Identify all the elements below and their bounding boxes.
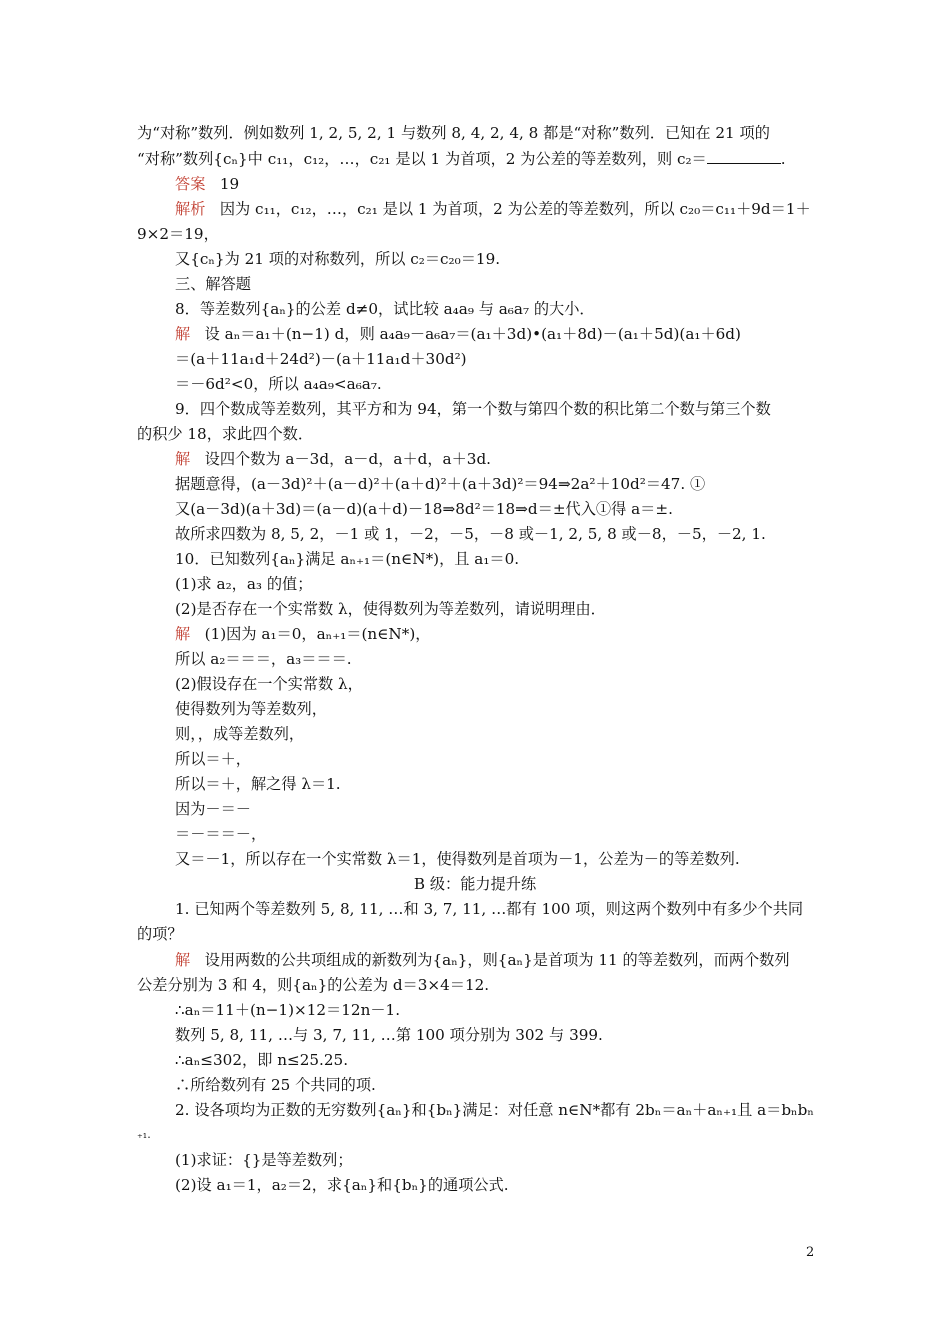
p9-question2: 的积少 18，求此四个数．	[137, 425, 314, 443]
analysis-text: 因为 c₁₁，c₁₂，…，c₂₁ 是以 1 为首项，2 为公差的等差数列，所以 c₂₀＝c₁₁＋9d＝1＋	[219, 200, 811, 218]
p9-sol2: 据题意得，(a－3d)²＋(a－d)²＋(a＋d)²＋(a＋3d)²＝94⇒2a²＋10d²＝47. ①	[175, 475, 706, 493]
p10-question2: (2)是否存在一个实常数 λ，使得数列为等差数列，请说明理由．	[175, 600, 606, 618]
b1-question1: 1. 已知两个等差数列 5, 8, 11, …和 3, 7, 11, …都有 100 项，则这两个数列中有多少个共同	[175, 900, 804, 918]
solution-tag: 解	[175, 450, 191, 468]
b1-sol4: 数列 5, 8, 11, …与 3, 7, 11, …第 100 项分别为 302 与 399.	[175, 1026, 603, 1044]
b2-question3: (2)设 a₁＝1，a₂＝2，求{aₙ}和{bₙ}的通项公式.	[175, 1176, 509, 1194]
b1-sol1	[175, 948, 790, 972]
p8-question: 8．等差数列{aₙ}的公差 d≠0，试比较 a₄a₉ 与 a₆a₇ 的大小．	[175, 300, 595, 318]
p10-sol6: 所以＝＋，	[175, 750, 251, 768]
p7-line1: 为“对称”数列．例如数列 1, 2, 5, 2, 1 与数列 8, 4, 2, 4, 8 都是“对称”数列．已知在 21 项的	[137, 124, 770, 142]
b2-question2: (1)求证：{}是等差数列；	[175, 1151, 353, 1169]
p7-analysis3: 又{cₙ}为 21 项的对称数列，所以 c₂＝c₂₀＝19.	[175, 250, 501, 268]
analysis-tag: 解析	[175, 200, 206, 218]
p8-sol1	[175, 322, 741, 346]
p7-answer	[175, 172, 239, 196]
b2-question1: 2. 设各项均为正数的无穷数列{aₙ}和{bₙ}满足：对任意 n∈N*都有 2bₙ＝aₙ＋aₙ₊₁且 a＝bₙbₙ	[175, 1101, 814, 1119]
b1-sol5: ∴aₙ≤302，即 n≤25.25.	[175, 1051, 349, 1069]
p10-sol3: (2)假设存在一个实常数 λ，	[175, 675, 363, 693]
p10-sol8: 因为－＝－	[175, 800, 251, 818]
p7-line2-end: .	[780, 150, 786, 168]
p10-sol4: 使得数列为等差数列，	[175, 700, 327, 718]
b1-sol2: 公差分别为 3 和 4，则{aₙ}的公差为 d＝3×4＝12.	[137, 976, 490, 994]
solution-tag: 解	[175, 951, 191, 969]
solution-tag: 解	[175, 325, 191, 343]
b1-sol1-text: 设用两数的公共项组成的新数列为{aₙ}，则{aₙ}是首项为 11 的等差数列，而两个数列	[204, 951, 790, 969]
b1-sol3: ∴aₙ＝11＋(n−1)×12＝12n－1.	[175, 1001, 401, 1019]
p10-sol1	[175, 622, 430, 646]
solution-tag: 解	[175, 625, 191, 643]
p8-sol1-text: 设 aₙ＝a₁＋(n−1) d，则 a₄a₉－a₆a₇＝(a₁＋3d)•(a₁＋8d)－(a₁＋5d)(a₁＋6d)	[204, 325, 741, 343]
p8-sol3: ＝－6d²<0，所以 a₄a₉<a₆a₇.	[175, 375, 382, 393]
p10-sol10: 又＝－1，所以存在一个实常数 λ＝1，使得数列是首项为－1，公差为－的等差数列.	[175, 850, 740, 868]
p10-sol7: 所以＝＋，解之得 λ＝1.	[175, 775, 341, 793]
p10-sol9: ＝－＝＝－，	[175, 825, 267, 843]
answer-tag: 答案	[175, 175, 206, 193]
b2-question1-cont: ₊₁.	[137, 1128, 151, 1141]
p10-sol2: 所以 a₂＝＝＝，a₃＝＝＝.	[175, 650, 352, 668]
section-b-title: B 级：能力提升练	[413, 875, 537, 893]
p10-sol1-text: (1)因为 a₁＝0，aₙ₊₁＝(n∈N*)，	[204, 625, 431, 643]
p7-analysis1	[175, 197, 811, 221]
p7-line2	[137, 147, 786, 171]
p9-sol1	[175, 447, 491, 471]
b1-sol6: ∴所给数列有 25 个共同的项.	[175, 1076, 376, 1094]
p8-sol2: ＝(a＋11a₁d＋24d²)－(a＋11a₁d＋30d²)	[175, 350, 467, 368]
p9-sol3: 又(a－3d)(a＋3d)＝(a－d)(a＋d)－18⇒8d²＝18⇒d＝±代入①得 a＝±.	[175, 500, 673, 518]
p9-question1: 9．四个数成等差数列，其平方和为 94，第一个数与第四个数的积比第二个数与第三个数	[175, 400, 771, 418]
answer-value: 19	[219, 175, 240, 193]
b1-question2: 的项？	[137, 925, 183, 943]
p10-question: 10．已知数列{aₙ}满足 aₙ₊₁＝(n∈N*)，且 a₁＝0.	[175, 550, 520, 568]
p10-sol5: 则，，成等差数列，	[175, 725, 305, 743]
page-number: 2	[806, 1245, 815, 1260]
p7-line2-text: “对称”数列{cₙ}中 c₁₁，c₁₂，…，c₂₁ 是以 1 为首项，2 为公差的等差数列，则 c₂＝	[137, 150, 707, 168]
p9-sol4: 故所求四数为 8, 5, 2，－1 或 1，－2，－5，－8 或－1, 2, 5, 8 或－8，－5，－2, 1.	[175, 525, 766, 543]
p9-sol1-text: 设四个数为 a－3d，a－d，a＋d，a＋3d.	[204, 450, 492, 468]
p10-question1: (1)求 a₂，a₃ 的值；	[175, 575, 313, 593]
p7-analysis2: 9×2＝19，	[137, 225, 219, 243]
section-title: 三、解答题	[175, 275, 251, 293]
answer-blank	[707, 151, 781, 164]
